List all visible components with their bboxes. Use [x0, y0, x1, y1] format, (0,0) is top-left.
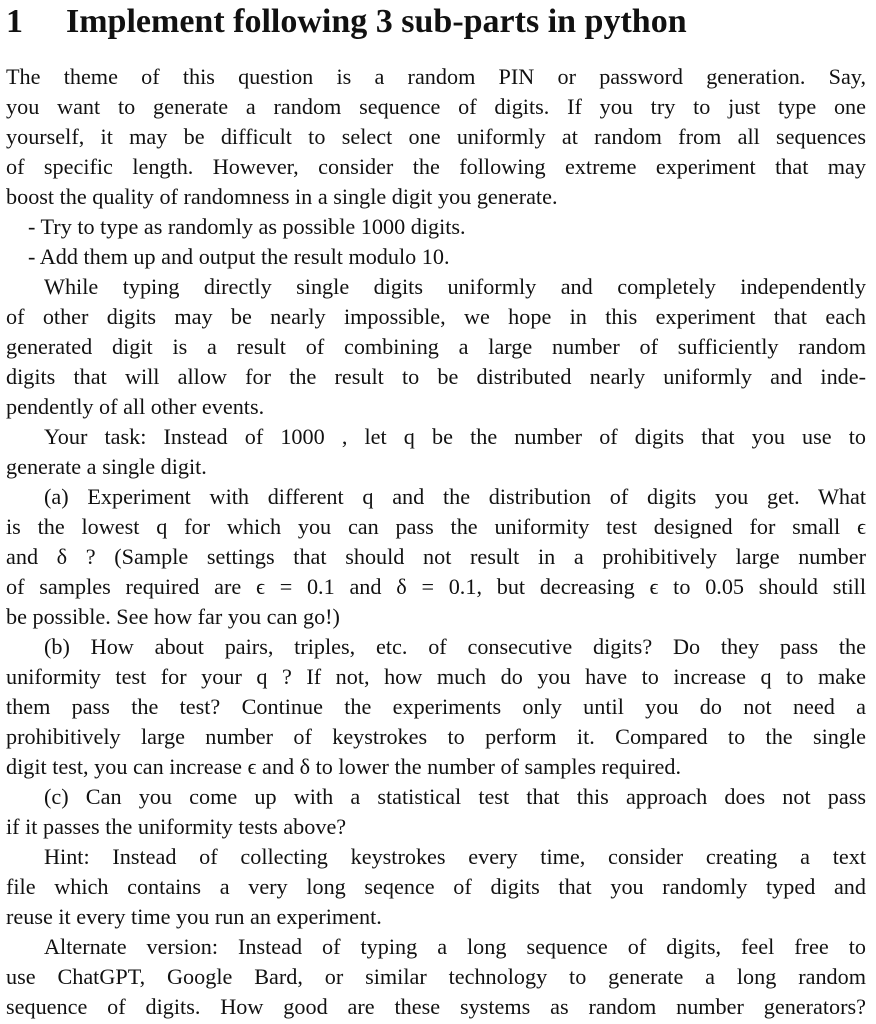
paragraph-line: boost the quality of randomness in a single digit you generate.: [6, 184, 558, 209]
section-heading: [6, 0, 687, 44]
paragraph-line: digits that will allow for the result to be distributed nearly uniformly and inde-: [6, 364, 866, 389]
paragraph-line: reuse it every time you run an experiment.: [6, 904, 382, 929]
paragraph-line: yourself, it may be difficult to select one uniformly at random from all sequences: [6, 124, 866, 149]
paragraph-line: (c) Can you come up with a statistical test that this approach does not pass: [44, 784, 866, 809]
paragraph-line: of samples required are ϵ = 0.1 and δ = 0.1, but decreasing ϵ to 0.05 should still: [6, 574, 866, 599]
paragraph-line: digit test, you can increase ϵ and δ to lower the number of samples required.: [6, 754, 681, 779]
paragraph-line: (a) Experiment with different q and the distribution of digits you get. What: [44, 484, 866, 509]
paragraph-line: of other digits may be nearly impossible, we hope in this experiment that each: [6, 304, 866, 329]
paragraph-line: file which contains a very long seqence of digits that you randomly typed and: [6, 874, 866, 899]
list-item: - Add them up and output the result modulo 10.: [28, 244, 450, 269]
paragraph-line: generate a single digit.: [6, 454, 207, 479]
paragraph-line: sequence of digits. How good are these systems as random number generators?: [6, 994, 866, 1019]
paragraph-line: you want to generate a random sequence of digits. If you try to just type one: [6, 94, 866, 119]
paragraph-line: Hint: Instead of collecting keystrokes every time, consider creating a text: [44, 844, 866, 869]
paragraph-line: pendently of all other events.: [6, 394, 265, 419]
paragraph-line: (b) How about pairs, triples, etc. of consecutive digits? Do they pass the: [44, 634, 866, 659]
paragraph-line: prohibitively large number of keystrokes to perform it. Compared to the single: [6, 724, 866, 749]
paragraph-line: While typing directly single digits uniformly and completely independently: [44, 274, 866, 299]
paragraph-line: be possible. See how far you can go!): [6, 604, 340, 629]
paragraph-line: them pass the test? Continue the experiments only until you do not need a: [6, 694, 866, 719]
paragraph-line: The theme of this question is a random PIN or password generation. Say,: [6, 64, 866, 89]
paragraph-line: is the lowest q for which you can pass the uniformity test designed for small ϵ: [6, 514, 866, 539]
paragraph-line: if it passes the uniformity tests above?: [6, 814, 347, 839]
section-title: Implement following 3 sub-parts in python: [66, 3, 687, 40]
paragraph-line: and δ ? (Sample settings that should not result in a prohibitively large number: [6, 544, 866, 569]
paragraph-line: of specific length. However, consider the following extreme experiment that may: [6, 154, 866, 179]
paragraph-line: Alternate version: Instead of typing a long sequence of digits, feel free to: [44, 934, 866, 959]
question-body: [6, 62, 866, 1022]
paragraph-line: use ChatGPT, Google Bard, or similar technology to generate a long random: [6, 964, 866, 989]
paragraph-line: Your task: Instead of 1000 , let q be the number of digits that you use to: [44, 424, 866, 449]
list-item: - Try to type as randomly as possible 1000 digits.: [28, 214, 466, 239]
paragraph-line: uniformity test for your q ? If not, how much do you have to increase q to make: [6, 664, 866, 689]
section-number: 1: [6, 3, 23, 40]
paragraph-line: generated digit is a result of combining a large number of sufficiently random: [6, 334, 866, 359]
